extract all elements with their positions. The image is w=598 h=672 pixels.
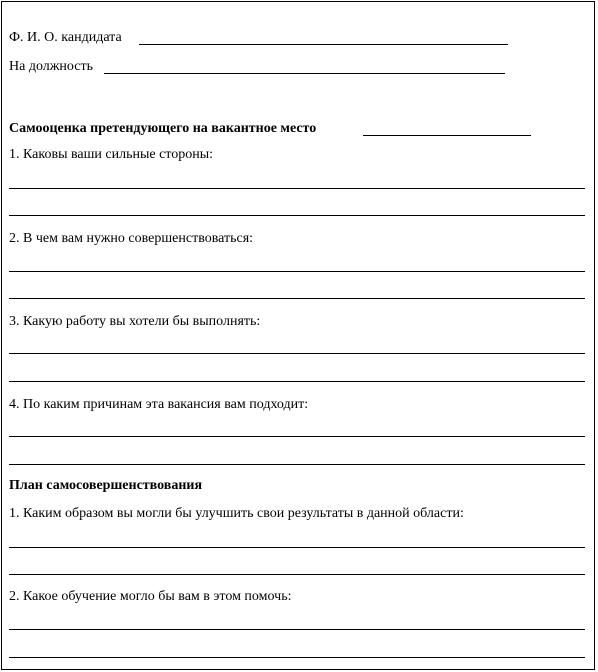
question-2: 2. В чем вам нужно совершенствоваться: bbox=[9, 231, 254, 246]
answer-1-line-1[interactable] bbox=[9, 188, 585, 189]
question-1: 1. Каковы ваши сильные стороны: bbox=[9, 147, 214, 162]
plan-answer-1-line-1[interactable] bbox=[9, 547, 585, 548]
plan-answer-2-line-1[interactable] bbox=[9, 629, 585, 630]
answer-4-line-1[interactable] bbox=[9, 436, 585, 437]
plan-heading: План самосовершенствования bbox=[9, 478, 203, 493]
answer-3-line-1[interactable] bbox=[9, 353, 585, 354]
fio-input-line[interactable] bbox=[139, 44, 508, 45]
answer-3-line-2[interactable] bbox=[9, 381, 585, 382]
form-frame bbox=[1, 1, 595, 670]
position-input-line[interactable] bbox=[104, 73, 505, 74]
fio-label: Ф. И. О. кандидата bbox=[9, 30, 122, 45]
question-4: 4. По каким причинам эта вакансия вам подходит: bbox=[9, 397, 309, 412]
self-assessment-heading: Самооценка претендующего на вакантное место bbox=[9, 121, 317, 136]
question-3: 3. Какую работу вы хотели бы выполнять: bbox=[9, 314, 261, 329]
plan-answer-2-line-2[interactable] bbox=[9, 657, 585, 658]
answer-2-line-2[interactable] bbox=[9, 298, 585, 299]
plan-question-1: 1. Каким образом вы могли бы улучшить свои результаты в данной области: bbox=[9, 506, 464, 521]
answer-2-line-1[interactable] bbox=[9, 271, 585, 272]
plan-answer-1-line-2[interactable] bbox=[9, 574, 585, 575]
position-label: На должность bbox=[9, 59, 93, 74]
answer-1-line-2[interactable] bbox=[9, 215, 585, 216]
self-assessment-input-line[interactable] bbox=[363, 135, 531, 136]
plan-question-2: 2. Какое обучение могло бы вам в этом помочь: bbox=[9, 589, 292, 604]
answer-4-line-2[interactable] bbox=[9, 464, 585, 465]
